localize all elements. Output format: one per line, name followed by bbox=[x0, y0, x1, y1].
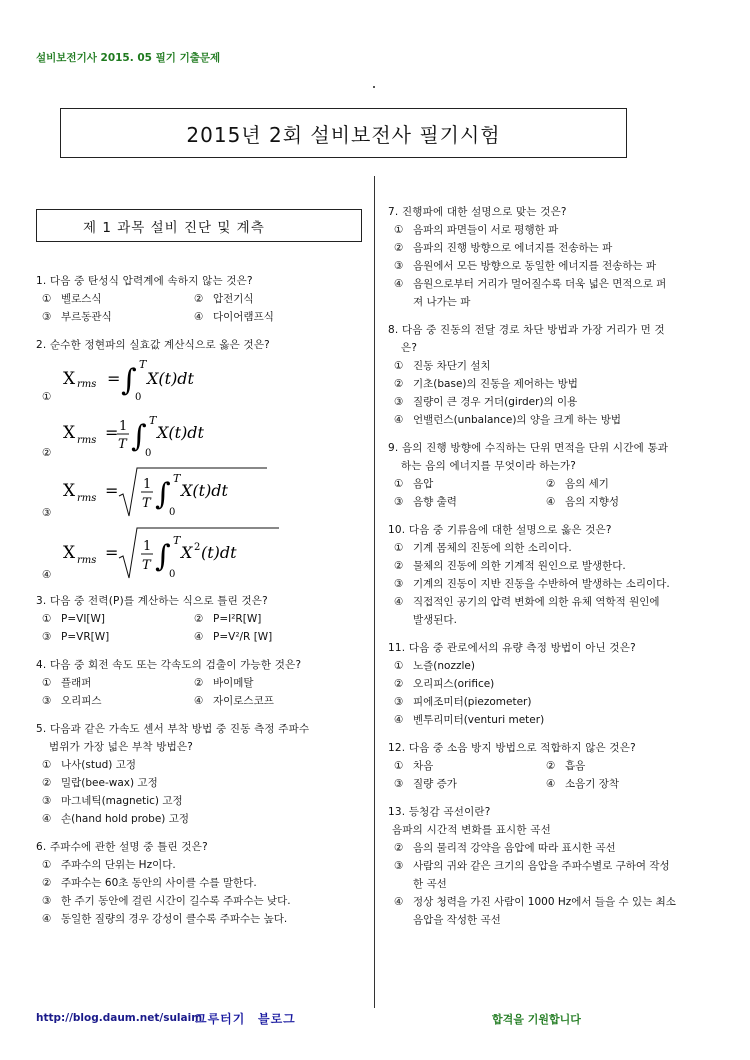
option-formula-2[interactable]: ② X rms = 1 T ∫ T 0 X(t)dt bbox=[36, 408, 364, 464]
svg-text:0: 0 bbox=[135, 392, 142, 403]
option[interactable]: ② 바이메탈 bbox=[194, 677, 254, 689]
svg-text:(t)dt: (t)dt bbox=[201, 543, 237, 562]
svg-text:rms: rms bbox=[77, 555, 97, 566]
svg-text:T: T bbox=[149, 414, 157, 427]
svg-text:rms: rms bbox=[77, 379, 97, 390]
svg-text:X: X bbox=[63, 369, 76, 389]
subject-heading-text: 제 1 과목 설비 진단 및 계측 bbox=[83, 219, 265, 236]
option-formula-3[interactable]: ③ X rms = 1 T ∫ T 0 X(t)dt bbox=[36, 464, 364, 524]
option[interactable]: ② 흡음 bbox=[546, 760, 586, 772]
option[interactable]: ③ 피에조미터(piezometer) bbox=[394, 696, 532, 708]
header-label: 설비보전기사 2015. 05 필기 기출문제 bbox=[36, 52, 221, 64]
question-10 bbox=[388, 521, 718, 629]
option[interactable]: ④ 직접적인 공기의 압력 변화에 의한 유체 역학적 원인에 bbox=[394, 596, 660, 608]
option[interactable]: ② 음의 세기 bbox=[546, 478, 609, 490]
option[interactable]: ② 압전기식 bbox=[194, 293, 254, 305]
option-row bbox=[36, 290, 364, 308]
option[interactable]: ② 기초(base)의 진동을 제어하는 방법 bbox=[394, 378, 578, 390]
question-2 bbox=[36, 336, 364, 586]
option-formula-1[interactable]: ① X rms = ∫ T 0 X(t)dt bbox=[36, 354, 364, 408]
svg-text:X(t)dt: X(t)dt bbox=[157, 423, 204, 442]
question-7 bbox=[388, 203, 718, 311]
svg-text:rms: rms bbox=[77, 435, 97, 446]
question-stem-cont: 은? bbox=[401, 342, 418, 354]
question-stem: 1. 다음 중 탄성식 압력계에 속하지 않는 것은? bbox=[36, 275, 253, 287]
option-formula-4[interactable]: ④ X rms = 1 T ∫ T 0 X 2 (t)dt bbox=[36, 524, 364, 586]
svg-text:1: 1 bbox=[143, 539, 152, 554]
question-stem: 2. 순수한 정현파의 실효값 계산식으로 옳은 것은? bbox=[36, 339, 270, 351]
svg-text:rms: rms bbox=[77, 493, 97, 504]
svg-text:X: X bbox=[63, 481, 76, 501]
option[interactable]: ③ 부르동관식 bbox=[42, 311, 112, 323]
svg-text:=: = bbox=[105, 543, 119, 562]
svg-text:X: X bbox=[63, 423, 76, 443]
option[interactable]: ② 오리피스(orifice) bbox=[394, 678, 495, 690]
question-stem: 10. 다음 중 기류음에 대한 설명으로 옳은 것은? bbox=[388, 524, 612, 536]
option[interactable]: ③ 기계의 진동이 지반 진동을 수반하여 발생하는 소리이다. bbox=[394, 578, 670, 590]
option[interactable]: ② P=I²R[W] bbox=[194, 613, 262, 625]
option-row bbox=[388, 493, 718, 511]
question-stem-cont: 범위가 가장 넓은 부착 방법은? bbox=[49, 741, 194, 753]
question-stem: 6. 주파수에 관한 설명 중 틀린 것은? bbox=[36, 841, 208, 853]
question-stem: 12. 다음 중 소음 방지 방법으로 적합하지 않은 것은? bbox=[388, 742, 636, 754]
option-row bbox=[36, 692, 364, 710]
option[interactable]: ① P=VI[W] bbox=[42, 613, 105, 625]
svg-text:∫: ∫ bbox=[155, 477, 171, 512]
option[interactable]: ③ 한 주기 동안에 걸린 시간이 길수록 주파수는 낮다. bbox=[42, 895, 291, 907]
option-row bbox=[36, 628, 364, 646]
question-stem: 5. 다음과 같은 가속도 센서 부착 방법 중 진동 측정 주파수 bbox=[36, 723, 310, 735]
svg-text:X: X bbox=[181, 543, 193, 562]
option[interactable]: ② 음의 물리적 강약을 음압에 따라 표시한 곡선 bbox=[394, 842, 616, 854]
question-3 bbox=[36, 592, 364, 646]
option[interactable]: ④ 음의 지향성 bbox=[546, 496, 620, 508]
option[interactable]: ① 벨로스식 bbox=[42, 293, 102, 305]
rms-formula-1 bbox=[61, 354, 261, 408]
svg-text:2: 2 bbox=[194, 542, 201, 553]
question-12 bbox=[388, 739, 718, 793]
rms-formula-3 bbox=[61, 464, 281, 524]
option[interactable]: 음파의 시간적 변화를 표시한 곡선 bbox=[392, 824, 551, 836]
question-11 bbox=[388, 639, 718, 729]
svg-text:∫: ∫ bbox=[155, 539, 171, 574]
option[interactable]: ① 플래퍼 bbox=[42, 677, 92, 689]
svg-text:0: 0 bbox=[169, 569, 176, 580]
option[interactable]: ③ P=VR[W] bbox=[42, 631, 110, 643]
question-6 bbox=[36, 838, 364, 928]
option[interactable]: ① 나사(stud) 고정 bbox=[42, 759, 137, 771]
question-stem-cont: 하는 음의 에너지를 무엇이라 하는가? bbox=[401, 460, 577, 472]
option-cont: 발생된다. bbox=[413, 614, 457, 626]
option-row bbox=[36, 308, 364, 326]
question-13 bbox=[388, 803, 718, 929]
option[interactable]: ③ 사람의 귀와 같은 크기의 음압을 주파수별로 구하여 작성 bbox=[394, 860, 670, 872]
option[interactable]: ④ 언밸런스(unbalance)의 양을 크게 하는 방법 bbox=[394, 414, 622, 426]
footer-blog-label[interactable]: 블로그 bbox=[258, 1012, 296, 1026]
svg-text:T: T bbox=[142, 558, 151, 573]
svg-text:0: 0 bbox=[145, 448, 152, 459]
svg-text:1: 1 bbox=[143, 477, 152, 492]
decorative-dot bbox=[373, 86, 375, 88]
option[interactable]: ③ 오리피스 bbox=[42, 695, 102, 707]
option[interactable]: ③ 질량이 큰 경우 거더(girder)의 이용 bbox=[394, 396, 578, 408]
option[interactable]: ④ 소음기 장착 bbox=[546, 778, 620, 790]
rms-formula-2 bbox=[61, 408, 261, 464]
svg-text:T: T bbox=[118, 437, 127, 452]
option[interactable]: ④ 손(hand hold probe) 고정 bbox=[42, 813, 190, 825]
option[interactable]: ① 차음 bbox=[394, 760, 434, 772]
option-row bbox=[388, 475, 718, 493]
option[interactable]: ① 음압 bbox=[394, 478, 434, 490]
exam-title-text: 2015년 2회 설비보전사 필기시험 bbox=[186, 122, 501, 147]
svg-text:T: T bbox=[139, 358, 147, 371]
svg-text:=: = bbox=[105, 423, 119, 442]
footer-url[interactable]: http://blog.daum.net/sulaim bbox=[36, 1012, 203, 1024]
svg-text:T: T bbox=[173, 534, 181, 547]
option[interactable]: ① 음파의 파면들이 서로 평행한 파 bbox=[394, 224, 559, 236]
option[interactable]: ① 기계 몸체의 진동에 의한 소리이다. bbox=[394, 542, 572, 554]
option[interactable]: ② 물체의 진동에 의한 기계적 원인으로 발생한다. bbox=[394, 560, 626, 572]
option-row bbox=[36, 610, 364, 628]
option[interactable]: ④ 음원으로부터 거리가 멀어질수록 더욱 넓은 면적으로 퍼 bbox=[394, 278, 667, 290]
subject-heading bbox=[36, 209, 362, 242]
svg-text:1: 1 bbox=[119, 419, 128, 434]
option[interactable]: ① 주파수의 단위는 Hz이다. bbox=[42, 859, 176, 871]
rms-formula-4 bbox=[61, 524, 291, 586]
question-stem: 9. 음의 진행 방향에 수직하는 단위 면적을 단위 시간에 통과 bbox=[388, 442, 669, 454]
question-8 bbox=[388, 321, 718, 429]
column-divider bbox=[374, 176, 375, 1008]
option[interactable]: ④ 다이어램프식 bbox=[194, 311, 274, 323]
option[interactable]: ④ 자이로스코프 bbox=[194, 695, 274, 707]
svg-text:X(t)dt: X(t)dt bbox=[181, 481, 228, 500]
option[interactable]: ① 노즐(nozzle) bbox=[394, 660, 475, 672]
option-row bbox=[36, 674, 364, 692]
svg-text:X: X bbox=[63, 543, 76, 563]
svg-text:∫: ∫ bbox=[131, 419, 147, 454]
question-4 bbox=[36, 656, 364, 710]
question-stem: 11. 다음 중 관로에서의 유량 측정 방법이 아닌 것은? bbox=[388, 642, 636, 654]
option[interactable]: ③ 음원에서 모든 방향으로 동일한 에너지를 전송하는 파 bbox=[394, 260, 657, 272]
question-1 bbox=[36, 272, 364, 326]
svg-text:T: T bbox=[173, 472, 181, 485]
exam-title bbox=[60, 108, 627, 158]
option[interactable]: ③ 질량 증가 bbox=[394, 778, 457, 790]
svg-text:X(t)dt: X(t)dt bbox=[147, 369, 194, 388]
option[interactable]: ③ 음향 출력 bbox=[394, 496, 457, 508]
option-cont: 한 곡선 bbox=[413, 878, 447, 890]
option[interactable]: ② 주파수는 60초 동안의 사이클 수를 말한다. bbox=[42, 877, 257, 889]
svg-text:0: 0 bbox=[169, 507, 176, 518]
left-column bbox=[36, 272, 364, 938]
option[interactable]: ③ 마그네틱(magnetic) 고정 bbox=[42, 795, 183, 807]
svg-text:∫: ∫ bbox=[121, 363, 137, 398]
option[interactable]: ④ P=V²/R [W] bbox=[194, 631, 273, 643]
option-cont: 져 나가는 파 bbox=[413, 296, 471, 308]
option[interactable]: ④ 벤투리미터(venturi meter) bbox=[394, 714, 545, 726]
footer-blog-name[interactable]: 그루터기 bbox=[195, 1012, 246, 1026]
option[interactable]: ② 밀랍(bee-wax) 고정 bbox=[42, 777, 158, 789]
question-9 bbox=[388, 439, 718, 511]
option[interactable]: ② 음파의 진행 방향으로 에너지를 전송하는 파 bbox=[394, 242, 613, 254]
question-stem: 8. 다음 중 진동의 전달 경로 차단 방법과 가장 거리가 먼 것 bbox=[388, 324, 665, 336]
option[interactable]: ① 진동 차단기 설치 bbox=[394, 360, 491, 372]
option-row bbox=[388, 775, 718, 793]
svg-text:T: T bbox=[142, 496, 151, 511]
option[interactable]: ④ 정상 청력을 가진 사람이 1000 Hz에서 들을 수 있는 최소 bbox=[394, 896, 676, 908]
question-5 bbox=[36, 720, 364, 828]
question-stem: 7. 진행파에 대한 설명으로 맞는 것은? bbox=[388, 206, 567, 218]
footer-wish: 합격을 기원합니다 bbox=[492, 1013, 581, 1026]
svg-text:=: = bbox=[107, 369, 121, 388]
question-stem: 3. 다음 중 전력(P)를 계산하는 식으로 틀린 것은? bbox=[36, 595, 268, 607]
right-column bbox=[388, 203, 718, 939]
question-stem: 13. 등청감 곡선이란? bbox=[388, 806, 491, 818]
option-cont: 음압을 작성한 곡선 bbox=[413, 914, 501, 926]
svg-text:=: = bbox=[105, 481, 119, 500]
option[interactable]: ④ 동일한 질량의 경우 강성이 클수록 주파수는 높다. bbox=[42, 913, 288, 925]
question-stem: 4. 다음 중 회전 속도 또는 각속도의 검출이 가능한 것은? bbox=[36, 659, 302, 671]
option-row bbox=[388, 757, 718, 775]
